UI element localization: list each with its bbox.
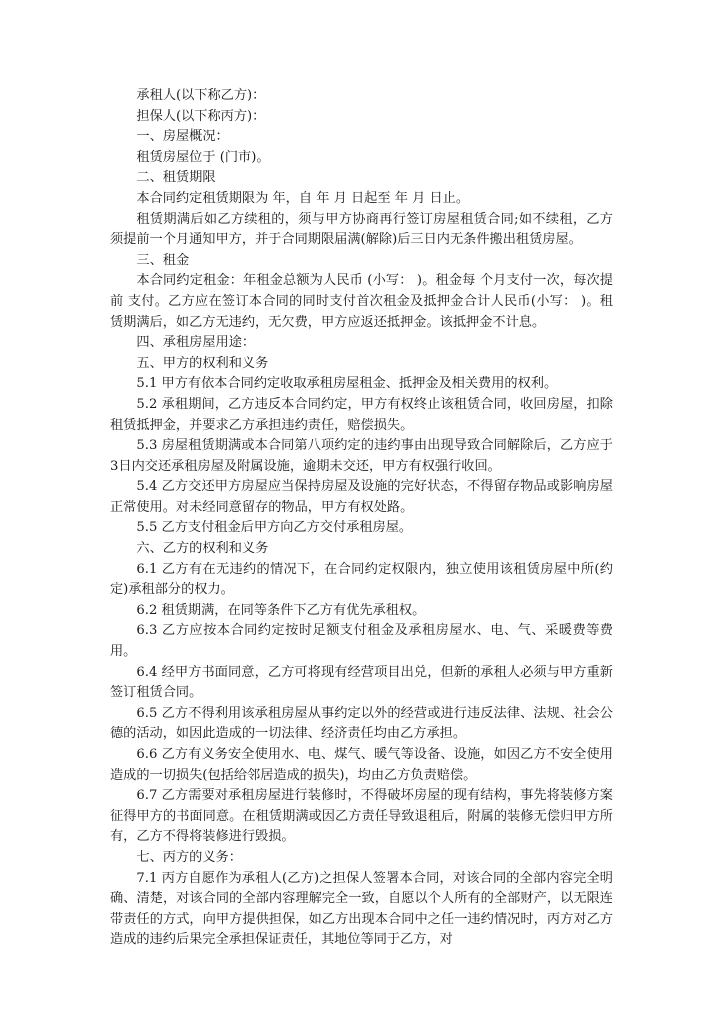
clause-6-2: 6.2 租赁期满，在同等条件下乙方有优先承租权。 [136,602,426,618]
section-heading-5: 五、甲方的权利和义务 [136,355,269,371]
section-heading-4: 四、承租房屋用途： [136,335,256,351]
clause-5-4: 5.4 乙方交还甲方房屋应当保持房屋及设施的完好状态，不得留存物品或影响房屋正常使用。对未经同意留存的物品，甲方有权处路。 [110,479,613,515]
paragraph-location: 租赁房屋位于 (门市)。 [136,149,270,165]
clause-6-6: 6.6 乙方有义务安全使用水、电、煤气、暖气等设备、设施，如因乙方不安全使用造成的一切损失(包括给邻居造成的损失)，均由乙方负责赔偿。 [110,747,613,783]
paragraph-term: 本合同约定租赁期限为 年，自 年 月 日起至 年 月 日止。 [136,190,470,206]
contract-page [110,86,613,951]
clause-5-5: 5.5 乙方支付租金后甲方向乙方交付承租房屋。 [136,520,413,536]
clause-6-1: 6.1 乙方有在无违约的情况下，在合同约定权限内，独立使用该租赁房屋中所(约定)承租部分的权力。 [110,561,613,598]
clause-5-2: 5.2 承租期间，乙方违反本合同约定，甲方有权终止该租赁合同，收回房屋，扣除租赁抵押金，并要求乙方承担违约责任，赔偿损失。 [110,396,613,433]
clause-6-7: 6.7 乙方需要对承租房屋进行装修时，不得破坏房屋的现有结构，事先将装修方案征得甲方的书面同意。在租赁期满或因乙方责任导致退租后，附属的装修无偿归甲方所有，乙方不得将装修进行毁损。 [110,788,613,845]
clause-5-1: 5.1 甲方有依本合同约定收取承租房屋租金、抵押金及相关费用的权利。 [136,376,558,392]
clause-7-1: 7.1 丙方自愿作为承租人(乙方)之担保人签署本合同，对该合同的全部内容完全明确、清楚，对该合同的全部内容理解完全一致，自愿以个人所有的全部财产，以无限连带责任的方式，向甲方提供担保，如乙方出现本合同中之任一违约情况时，丙方对乙方造成的违约后果完全承担保证责任，其地位等同于乙方，对 [110,870,613,948]
field-lessee: 承租人(以下称乙方)： [136,88,266,103]
paragraph-rent: 本合同约定租金：年租金总额为人民币 (小写： )。租金每 个月支付一次，每次提前 支付。乙方应在签订本合同的同时支付首次租金及抵押金合计人民币(小写： )。租赁期满后，如乙方无违约，无欠费，甲方应返还抵押金。该抵押金不计息。 [110,273,613,330]
section-heading-1: 一、房屋概况： [136,129,229,145]
clause-6-4: 6.4 经甲方书面同意，乙方可将现有经营项目出兑，但新的承租人必须与甲方重新签订租赁合同。 [110,664,613,701]
paragraph-renewal: 租赁期满后如乙方续租的，须与甲方协商再行签订房屋租赁合同;如不续租，乙方须提前一个月通知甲方，并于合同期限届满(解除)后三日内无条件搬出租赁房屋。 [110,211,613,248]
section-heading-2: 二、租赁期限 [136,170,216,186]
section-heading-3: 三、租金 [136,252,190,268]
section-heading-6: 六、乙方的权利和义务 [136,541,269,557]
clause-5-3: 5.3 房屋租赁期满或本合同第八项约定的违约事由出现导致合同解除后，乙方应于3日内交还承租房屋及附属设施，逾期未交还，甲方有权强行收回。 [110,438,613,474]
clause-6-5: 6.5 乙方不得利用该承租房屋从事约定以外的经营或进行违反法律、法规、社会公德的活动，如因此造成的一切法律、经济责任均由乙方承担。 [110,705,613,742]
section-heading-7: 七、丙方的义务： [136,849,242,865]
clause-6-3: 6.3 乙方应按本合同约定按时足额支付租金及承租房屋水、电、气、采暖费等费用。 [110,623,613,660]
field-guarantor: 担保人(以下称丙方)： [136,108,266,124]
